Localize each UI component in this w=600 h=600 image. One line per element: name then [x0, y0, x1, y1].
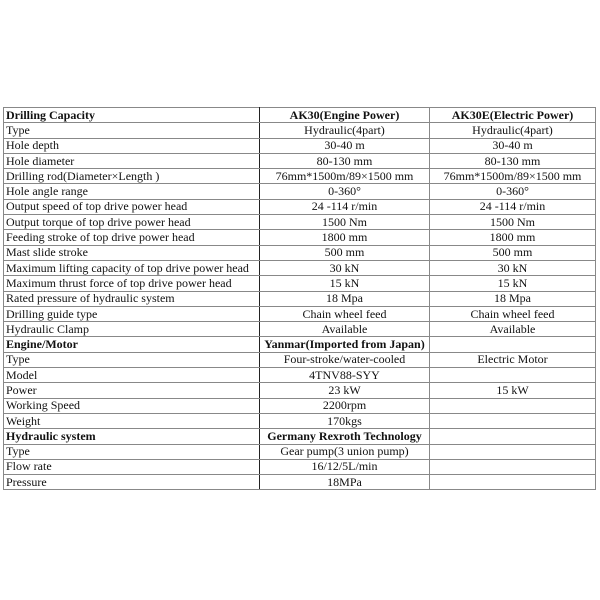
spec-label: Feeding stroke of top drive power head — [4, 230, 260, 245]
table-row — [4, 413, 596, 428]
spec-value-engine: 30 kN — [260, 260, 430, 275]
spec-label: Pressure — [4, 475, 260, 490]
spec-label: Flow rate — [4, 459, 260, 474]
column-header-engine: Germany Rexroth Technology — [260, 429, 430, 444]
table-row — [4, 138, 596, 153]
spec-label: Maximum thrust force of top drive power head — [4, 276, 260, 291]
spec-value-electric: 18 Mpa — [430, 291, 596, 306]
spec-value-electric: Chain wheel feed — [430, 306, 596, 321]
spec-value-electric — [430, 398, 596, 413]
spec-value-engine: 170kgs — [260, 413, 430, 428]
section-title: Hydraulic system — [4, 429, 260, 444]
spec-label: Power — [4, 383, 260, 398]
spec-label: Output torque of top drive power head — [4, 215, 260, 230]
spec-value-electric: 80-130 mm — [430, 153, 596, 168]
table-row — [4, 368, 596, 383]
spec-label: Maximum lifting capacity of top drive power head — [4, 260, 260, 275]
section-header-row — [4, 108, 596, 123]
spec-label: Drilling rod(Diameter×Length ) — [4, 169, 260, 184]
spec-value-engine: 16/12/5L/min — [260, 459, 430, 474]
spec-value-electric: 1500 Nm — [430, 215, 596, 230]
spec-value-engine: 30-40 m — [260, 138, 430, 153]
table-row — [4, 383, 596, 398]
table-row — [4, 245, 596, 260]
spec-value-engine: Chain wheel feed — [260, 306, 430, 321]
table-row — [4, 230, 596, 245]
spec-value-engine: 1800 mm — [260, 230, 430, 245]
spec-value-engine: 80-130 mm — [260, 153, 430, 168]
spec-label: Type — [4, 123, 260, 138]
spec-value-engine: Hydraulic(4part) — [260, 123, 430, 138]
table-row — [4, 215, 596, 230]
spec-label: Hole angle range — [4, 184, 260, 199]
spec-value-electric — [430, 413, 596, 428]
spec-value-engine: 18MPa — [260, 475, 430, 490]
section-title: Drilling Capacity — [4, 108, 260, 123]
spec-value-engine: Four-stroke/water-cooled — [260, 352, 430, 367]
spec-value-electric: 15 kN — [430, 276, 596, 291]
column-header-electric: AK30E(Electric Power) — [430, 108, 596, 123]
spec-table-body — [4, 108, 596, 490]
table-row — [4, 322, 596, 337]
spec-value-electric — [430, 475, 596, 490]
spec-label: Rated pressure of hydraulic system — [4, 291, 260, 306]
spec-label: Hole depth — [4, 138, 260, 153]
spec-value-electric: Available — [430, 322, 596, 337]
column-header-electric — [430, 429, 596, 444]
spec-value-engine: 23 kW — [260, 383, 430, 398]
spec-value-engine: 4TNV88-SYY — [260, 368, 430, 383]
column-header-electric — [430, 337, 596, 352]
table-row — [4, 352, 596, 367]
spec-value-electric — [430, 368, 596, 383]
spec-label: Output speed of top drive power head — [4, 199, 260, 214]
table-row — [4, 398, 596, 413]
spec-value-engine: Gear pump(3 union pump) — [260, 444, 430, 459]
spec-value-electric: 30-40 m — [430, 138, 596, 153]
spec-value-electric: Hydraulic(4part) — [430, 123, 596, 138]
spec-value-electric: 1800 mm — [430, 230, 596, 245]
spec-value-electric: 76mm*1500m/89×1500 mm — [430, 169, 596, 184]
table-row — [4, 475, 596, 490]
table-row — [4, 199, 596, 214]
spec-label: Hydraulic Clamp — [4, 322, 260, 337]
spec-value-electric: Electric Motor — [430, 352, 596, 367]
spec-value-engine: 76mm*1500m/89×1500 mm — [260, 169, 430, 184]
table-row — [4, 276, 596, 291]
spec-label: Working Speed — [4, 398, 260, 413]
column-header-engine: AK30(Engine Power) — [260, 108, 430, 123]
table-row — [4, 444, 596, 459]
spec-value-engine: 15 kN — [260, 276, 430, 291]
spec-value-engine: 1500 Nm — [260, 215, 430, 230]
spec-table — [3, 107, 596, 490]
column-header-engine: Yanmar(Imported from Japan) — [260, 337, 430, 352]
section-header-row — [4, 429, 596, 444]
spec-value-engine: 24 -114 r/min — [260, 199, 430, 214]
spec-value-engine: 18 Mpa — [260, 291, 430, 306]
spec-label: Model — [4, 368, 260, 383]
table-row — [4, 169, 596, 184]
spec-value-electric: 0-360° — [430, 184, 596, 199]
spec-label: Weight — [4, 413, 260, 428]
spec-label: Hole diameter — [4, 153, 260, 168]
spec-value-engine: 2200rpm — [260, 398, 430, 413]
spec-value-electric — [430, 459, 596, 474]
spec-value-electric — [430, 444, 596, 459]
spec-label: Mast slide stroke — [4, 245, 260, 260]
table-row — [4, 184, 596, 199]
spec-label: Type — [4, 444, 260, 459]
spec-value-electric: 30 kN — [430, 260, 596, 275]
table-row — [4, 291, 596, 306]
spec-value-electric: 24 -114 r/min — [430, 199, 596, 214]
section-title: Engine/Motor — [4, 337, 260, 352]
table-row — [4, 153, 596, 168]
spec-value-electric: 500 mm — [430, 245, 596, 260]
table-row — [4, 260, 596, 275]
table-row — [4, 459, 596, 474]
spec-label: Type — [4, 352, 260, 367]
spec-label: Drilling guide type — [4, 306, 260, 321]
spec-value-engine: 0-360° — [260, 184, 430, 199]
spec-value-engine: 500 mm — [260, 245, 430, 260]
spec-value-electric: 15 kW — [430, 383, 596, 398]
table-row — [4, 123, 596, 138]
table-row — [4, 306, 596, 321]
section-header-row — [4, 337, 596, 352]
spec-value-engine: Available — [260, 322, 430, 337]
